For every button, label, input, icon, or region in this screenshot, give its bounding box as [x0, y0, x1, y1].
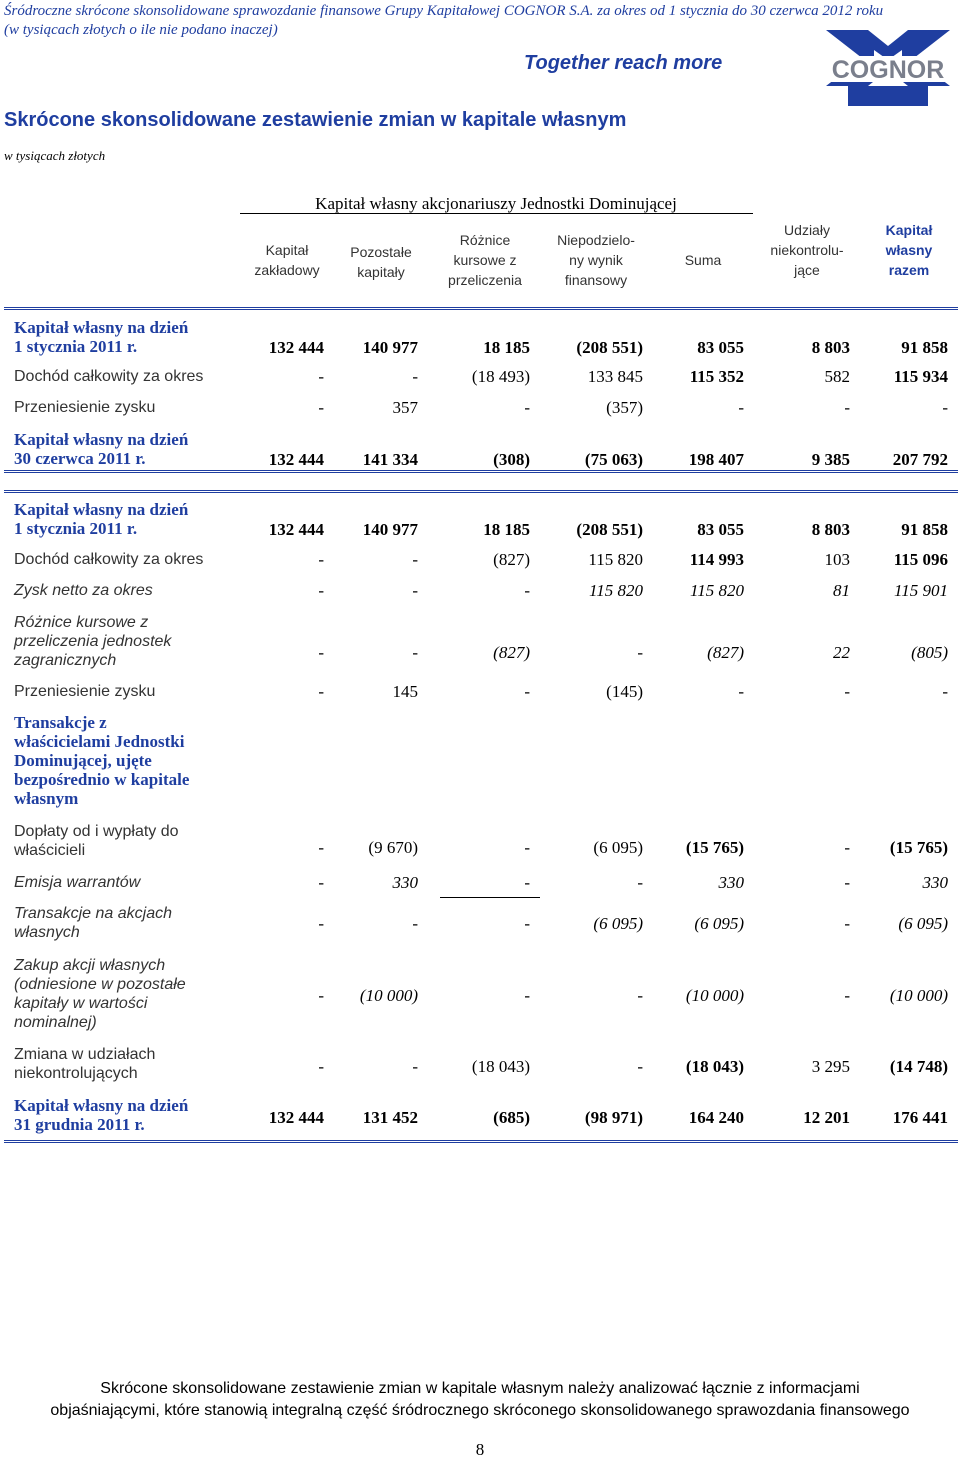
- table-cell: -: [844, 398, 850, 417]
- table-cell: -: [524, 398, 530, 417]
- column-header-line: kapitały: [357, 264, 405, 280]
- table-cell: -: [318, 581, 324, 600]
- row-label: [14, 318, 229, 356]
- table-cell: -: [637, 873, 643, 892]
- row-label-line: Kapitał własny na dzień: [14, 318, 189, 337]
- row-label: [14, 500, 229, 538]
- column-header-line: finansowy: [564, 272, 628, 288]
- table-cell: -: [412, 367, 418, 386]
- table-rule: [4, 307, 958, 310]
- row-label-line: Dominującej, ujęte: [14, 751, 152, 770]
- row-label-line: przeliczenia jednostek: [14, 633, 172, 650]
- table-cell: 114 993: [689, 550, 744, 569]
- table-cell: (685): [493, 1108, 530, 1127]
- warrant-underline: [440, 897, 540, 898]
- column-header-line: kursowe z: [453, 252, 517, 268]
- table-rule: [4, 1140, 958, 1143]
- row-label-line: niekontrolujących: [14, 1065, 138, 1082]
- table-cell: 115 820: [588, 550, 643, 569]
- row-label-line: 1 stycznia 2011 r.: [14, 337, 138, 356]
- table-cell: 330: [922, 873, 948, 892]
- row-label-line: Przeniesienie zysku: [14, 683, 156, 700]
- row-label-line: zagranicznych: [14, 652, 117, 669]
- table-cell: -: [524, 838, 530, 857]
- row-label: [14, 367, 229, 386]
- table-cell: -: [318, 1057, 324, 1076]
- table-cell: 330: [392, 873, 418, 892]
- row-label-line: Transakcje na akcjach: [14, 905, 172, 922]
- table-cell: 9 385: [811, 450, 850, 469]
- row-label-line: 1 stycznia 2011 r.: [14, 519, 138, 538]
- table-cell: (14 748): [889, 1057, 948, 1076]
- table-cell: -: [942, 398, 948, 417]
- table-cell: -: [412, 643, 418, 662]
- table-cell: (10 000): [359, 986, 418, 1005]
- row-label: [14, 1096, 229, 1134]
- row-label-line: Emisja warrantów: [14, 874, 141, 891]
- table-cell: 8 803: [811, 520, 850, 539]
- table-cell: 115 934: [893, 367, 948, 386]
- table-cell: 582: [824, 367, 850, 386]
- row-label-line: nominalnej): [14, 1014, 97, 1031]
- table-cell: (18 043): [685, 1057, 744, 1076]
- table-cell: -: [318, 914, 324, 933]
- column-header-line: własny: [885, 242, 933, 258]
- table-cell: -: [844, 986, 850, 1005]
- table-cell: (308): [493, 450, 530, 469]
- row-label: [14, 550, 229, 569]
- table-cell: 132 444: [268, 1108, 324, 1127]
- row-label-line: bezpośrednio w kapitale: [14, 770, 190, 789]
- page-title: Skrócone skonsolidowane zestawienie zmian w kapitale własnym: [4, 109, 627, 131]
- row-label-line: Zysk netto za okres: [14, 582, 153, 599]
- table-cell: 18 185: [483, 520, 530, 539]
- table-cell: -: [524, 682, 530, 701]
- page-subtitle: w tysiącach złotych: [4, 148, 106, 163]
- slogan: Together reach more: [524, 52, 723, 74]
- table-cell: 133 845: [587, 367, 643, 386]
- row-label: [14, 956, 229, 1032]
- table-cell: (98 971): [584, 1108, 643, 1127]
- row-label-line: właścicieli: [14, 842, 86, 859]
- table-cell: -: [942, 682, 948, 701]
- table-cell: 357: [392, 398, 418, 417]
- row-label-line: Zakup akcji własnych: [14, 957, 166, 974]
- table-rule: [4, 490, 958, 493]
- table-cell: 115 820: [589, 581, 643, 600]
- row-label: [14, 873, 229, 892]
- table-cell: 12 201: [803, 1108, 850, 1127]
- column-header-0: [242, 240, 332, 280]
- table-cell: (357): [606, 398, 643, 417]
- table-cell: (15 765): [889, 838, 948, 857]
- table-cell: -: [318, 367, 324, 386]
- table-cell: 18 185: [483, 338, 530, 357]
- table-cell: 83 055: [697, 338, 744, 357]
- table-cell: (75 063): [584, 450, 643, 469]
- row-label-line: Dochód całkowity za okres: [14, 368, 204, 385]
- table-cell: (6 095): [593, 838, 643, 857]
- table-cell: -: [738, 398, 744, 417]
- table-cell: -: [524, 914, 530, 933]
- table-cell: (805): [911, 643, 948, 662]
- table-cell: 103: [824, 550, 850, 569]
- row-label-line: Transakcje z: [14, 713, 107, 732]
- table-cell: -: [318, 682, 324, 701]
- table-cell: -: [318, 838, 324, 857]
- row-label-line: Zmiana w udziałach: [14, 1046, 156, 1063]
- table-cell: -: [738, 682, 744, 701]
- row-label-line: Kapitał własny na dzień: [14, 430, 189, 449]
- table-cell: (145): [606, 682, 643, 701]
- row-label: [14, 398, 229, 417]
- table-cell: 83 055: [697, 520, 744, 539]
- table-cell: -: [524, 873, 530, 892]
- table-cell: 164 240: [688, 1108, 744, 1127]
- table-cell: 140 977: [362, 338, 418, 357]
- column-header-2: [435, 230, 535, 290]
- table-cell: 91 858: [901, 338, 948, 357]
- column-header-line: Pozostałe: [350, 244, 412, 260]
- table-cell: 22: [833, 643, 850, 662]
- table-cell: -: [412, 581, 418, 600]
- table-cell: -: [318, 873, 324, 892]
- table-cell: (18 493): [471, 367, 530, 386]
- group-header: Kapitał własny akcjonariuszy Jednostki Dominującej: [315, 194, 677, 213]
- row-label: [14, 682, 229, 701]
- table-cell: 3 295: [811, 1057, 850, 1076]
- table-cell: 330: [718, 873, 744, 892]
- column-header-line: zakładowy: [254, 262, 320, 278]
- table-cell: 132 444: [268, 338, 324, 357]
- row-label-line: Kapitał własny na dzień: [14, 500, 189, 519]
- table-cell: 132 444: [268, 520, 324, 539]
- table-cell: -: [844, 914, 850, 933]
- row-label-line: (odniesione w pozostałe: [14, 976, 186, 993]
- table-cell: (9 670): [368, 838, 418, 857]
- table-cell: 115 820: [690, 581, 744, 600]
- table-cell: -: [637, 986, 643, 1005]
- table-cell: 131 452: [362, 1108, 418, 1127]
- table-cell: 115 352: [689, 367, 744, 386]
- row-label: [14, 613, 229, 670]
- table-cell: (827): [707, 643, 744, 662]
- table-cell: -: [318, 398, 324, 417]
- table-cell: 132 444: [268, 450, 324, 469]
- column-header-line: ny wynik: [569, 252, 623, 268]
- table-cell: (15 765): [685, 838, 744, 857]
- row-label-line: 30 czerwca 2011 r.: [14, 449, 146, 468]
- row-label: [14, 430, 229, 468]
- table-cell: -: [318, 550, 324, 569]
- cognor-logo: [818, 28, 958, 108]
- table-cell: (827): [493, 643, 530, 662]
- row-label-line: własnym: [14, 789, 79, 808]
- table-cell: 91 858: [901, 520, 948, 539]
- row-label: [14, 1045, 229, 1083]
- table-cell: -: [637, 643, 643, 662]
- column-header-4: [673, 250, 733, 270]
- column-header-5: [757, 220, 857, 280]
- column-header-line: niekontrolu-: [770, 242, 844, 258]
- row-label-line: Dochód całkowity za okres: [14, 551, 204, 568]
- table-cell: -: [637, 1057, 643, 1076]
- table-cell: 115 901: [894, 581, 948, 600]
- table-cell: -: [524, 581, 530, 600]
- row-label: [14, 713, 229, 808]
- row-label-line: kapitały w wartości: [14, 995, 148, 1012]
- column-header-6: [869, 220, 949, 280]
- column-header-3: [546, 230, 646, 290]
- document-header: [4, 2, 883, 40]
- group-header-rule: [240, 213, 753, 214]
- row-label-line: 31 grudnia 2011 r.: [14, 1115, 145, 1134]
- table-cell: -: [844, 838, 850, 857]
- column-header-line: przeliczenia: [448, 272, 522, 288]
- table-cell: -: [844, 873, 850, 892]
- table-cell: 198 407: [688, 450, 744, 469]
- column-header-line: razem: [888, 262, 930, 278]
- table-cell: (10 000): [889, 986, 948, 1005]
- table-cell: (6 095): [694, 914, 744, 933]
- column-header-line: Suma: [684, 252, 722, 268]
- table-cell: (6 095): [898, 914, 948, 933]
- header-line-1: Śródroczne skrócone skonsolidowane sprawozdanie finansowe Grupy Kapitałowej COGNOR S.A. za okres od 1 stycznia do 30 czerwca 2012 roku: [4, 3, 884, 19]
- table-cell: 140 977: [362, 520, 418, 539]
- table-cell: 176 441: [892, 1108, 948, 1127]
- table-cell: -: [318, 643, 324, 662]
- footer-line-1: Skrócone skonsolidowane zestawienie zmian w kapitale własnym należy analizować łącznie z informacjami: [100, 1380, 860, 1397]
- table-cell: -: [524, 986, 530, 1005]
- table-cell: (10 000): [685, 986, 744, 1005]
- row-label: [14, 822, 229, 860]
- table-cell: 145: [392, 682, 418, 701]
- page-number: 8: [475, 1440, 485, 1459]
- table-rule: [4, 470, 958, 473]
- table-cell: 81: [833, 581, 850, 600]
- row-label-line: Dopłaty od i wypłaty do: [14, 823, 179, 840]
- row-label-line: Kapitał własny na dzień: [14, 1096, 189, 1115]
- table-cell: (208 551): [576, 520, 643, 539]
- logo-base: [848, 86, 928, 106]
- column-header-1: [336, 242, 426, 282]
- table-cell: 115 096: [893, 550, 948, 569]
- row-label-line: własnych: [14, 924, 80, 941]
- logo-text: COGNOR: [831, 56, 945, 84]
- column-header-line: Kapitał: [885, 222, 933, 238]
- table-cell: 207 792: [892, 450, 948, 469]
- column-header-line: Udziały: [784, 222, 830, 238]
- footer-line-2: objaśniającymi, które stanowią integralną część śródrocznego skróconego skonsolidowanego sprawozdania finansowego: [50, 1402, 910, 1419]
- table-cell: -: [412, 1057, 418, 1076]
- row-label: [14, 904, 229, 942]
- table-cell: (208 551): [576, 338, 643, 357]
- header-line-2: (w tysiącach złotych o ile nie podano inaczej): [4, 22, 278, 38]
- column-header-line: Różnice: [459, 232, 511, 248]
- column-header-line: Kapitał: [265, 242, 309, 258]
- table-cell: (18 043): [471, 1057, 530, 1076]
- row-label-line: Różnice kursowe z: [14, 614, 149, 631]
- footer-note: [0, 1378, 960, 1422]
- row-label-line: Przeniesienie zysku: [14, 399, 156, 416]
- table-cell: -: [318, 986, 324, 1005]
- column-header-line: jące: [794, 262, 820, 278]
- table-cell: -: [412, 550, 418, 569]
- table-cell: (6 095): [593, 914, 643, 933]
- table-cell: 141 334: [362, 450, 418, 469]
- table-cell: (827): [493, 550, 530, 569]
- row-label-line: właścicielami Jednostki: [14, 732, 185, 751]
- row-label: [14, 581, 229, 600]
- table-cell: -: [412, 914, 418, 933]
- column-header-line: Niepodzielo-: [557, 232, 635, 248]
- table-cell: -: [844, 682, 850, 701]
- table-cell: 8 803: [811, 338, 850, 357]
